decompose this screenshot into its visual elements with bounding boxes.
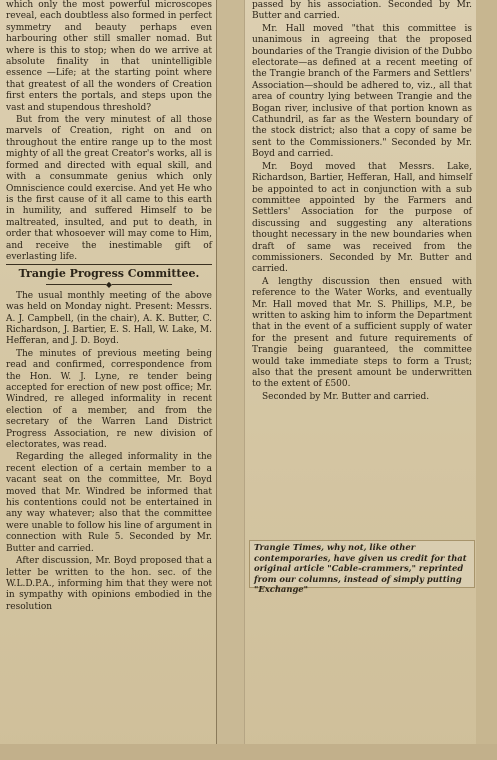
column-gutter <box>217 0 244 760</box>
right-paragraph-2: Mr. Hall moved "that this committee is unanimous in agreeing that the proposed boundaries of the Trangie division of the Dubbo electorate—as defined at a recent meeting of the Trangie branch of the Farmers and Settlers' Association—should be adhered to, viz., all that area of country lying between Trangie and the Bogan river, inclusive of that portion known as Cathundril, as far as the Western boundary of the stock district; also that a copy of same be sent to the Commissioners." Seconded by Mr. Boyd and carried. <box>252 23 472 160</box>
left-paragraph-1: which only the most powerful microscopes reveal, each doubtless also formed in perfect symmetry and beauty perhaps even harbouring other still smaller nomad. But where is this to stop; when do we arrive at absolute finality in that unintelligible essence —Life; at the starting point where that greatest of all the wonders of Creation first enters the portals, and steps upon the vast and stupendous threshold? <box>6 0 212 113</box>
left-paragraph-4: The minutes of previous meeting being read and confirmed, correspondence from the Hon. W. J. Lyne, re tender being accepted for erection of new post office; Mr. Windred, re alleged informality in recent election of a member, and from the secretary of the Warren Land District Progress Association, re new division of electorates, was read. <box>6 348 212 451</box>
left-paragraph-6: After discussion, Mr. Boyd proposed that a letter be written to the hon. sec. of the W.L.D.P.A., informing him that they were not in sympathy with opinions embodied in the resolution <box>6 556 212 612</box>
pasted-clipping: Trangie Times, why not, like other contemporaries, have given us credit for that original article "Cable-crammers," reprinted from our columns, instead of simply putting "Exchange" <box>249 540 475 588</box>
column-rule-left <box>216 0 217 744</box>
right-paragraph-4: A lengthy discussion then ensued with reference to the Water Works, and eventually Mr. Hall moved that Mr. S. Phillips, M.P., be written to asking him to inform the Department that in the event of a sufficient supply of water for the present and future requirements of Trangie being guaranteed, the committee would take immediate steps to form a Trust; also that the present amount be underwritten to the extent of £500. <box>252 276 472 390</box>
left-paragraph-2: But from the very minutest of all those marvels of Creation, right on and on throughout the entire range up to the most mighty of all the great Creator's works, all is formed and directed with equal skill, and with a consummate genius which only Omniscience could exercise. And yet He who is the first cause of it all came to this earth in humility, and suffered Himself to be maltreated, insulted, and put to death, in order that whosoever will may come to Him, and receive the inestimable gift of everlasting life. <box>6 115 212 262</box>
right-paragraph-5: Seconded by Mr. Butter and carried. <box>262 391 430 402</box>
left-paragraph-5: Regarding the alleged informality in the recent election of a certain member to a vacant seat on the committee, Mr. Boyd moved that Mr. Windred be informed that his contentions could not be entertained in any way whatever; also that the committee were unable to follow his line of argument in connection with Rule 5. Seconded by Mr. Butter and carried. <box>6 452 212 554</box>
page-edge <box>476 0 497 760</box>
right-column <box>252 0 472 744</box>
right-paragraph-1: passed by his association. Seconded by Mr. Butter and carried. <box>252 0 472 22</box>
left-column <box>6 0 212 744</box>
article-headline: Trangie Progress Committee. <box>6 264 212 279</box>
headline-rule: ◆ <box>6 281 212 289</box>
column-rule-right <box>244 0 245 744</box>
left-paragraph-3: The usual monthly meeting of the above was held on Monday night. Present: Messrs. A. J. Campbell, (in the chair), A. K. Butter, C. Richardson, J. Bartier, E. S. Hall, W. Lake, M. Hefferan, and J. D. Boyd. <box>6 290 212 347</box>
right-paragraph-3: Mr. Boyd moved that Messrs. Lake, Richardson, Bartier, Hefferan, Hall, and himself be appointed to act in conjunction with a sub committee appointed by the Farmers and Settlers' Association for the purpose of discussing and suggesting any alterations thought necessary in the new boundaries when draft of same was received from the commissioners. Seconded by Mr. Butter and carried. <box>252 161 472 275</box>
page-bottom-edge <box>0 744 497 760</box>
